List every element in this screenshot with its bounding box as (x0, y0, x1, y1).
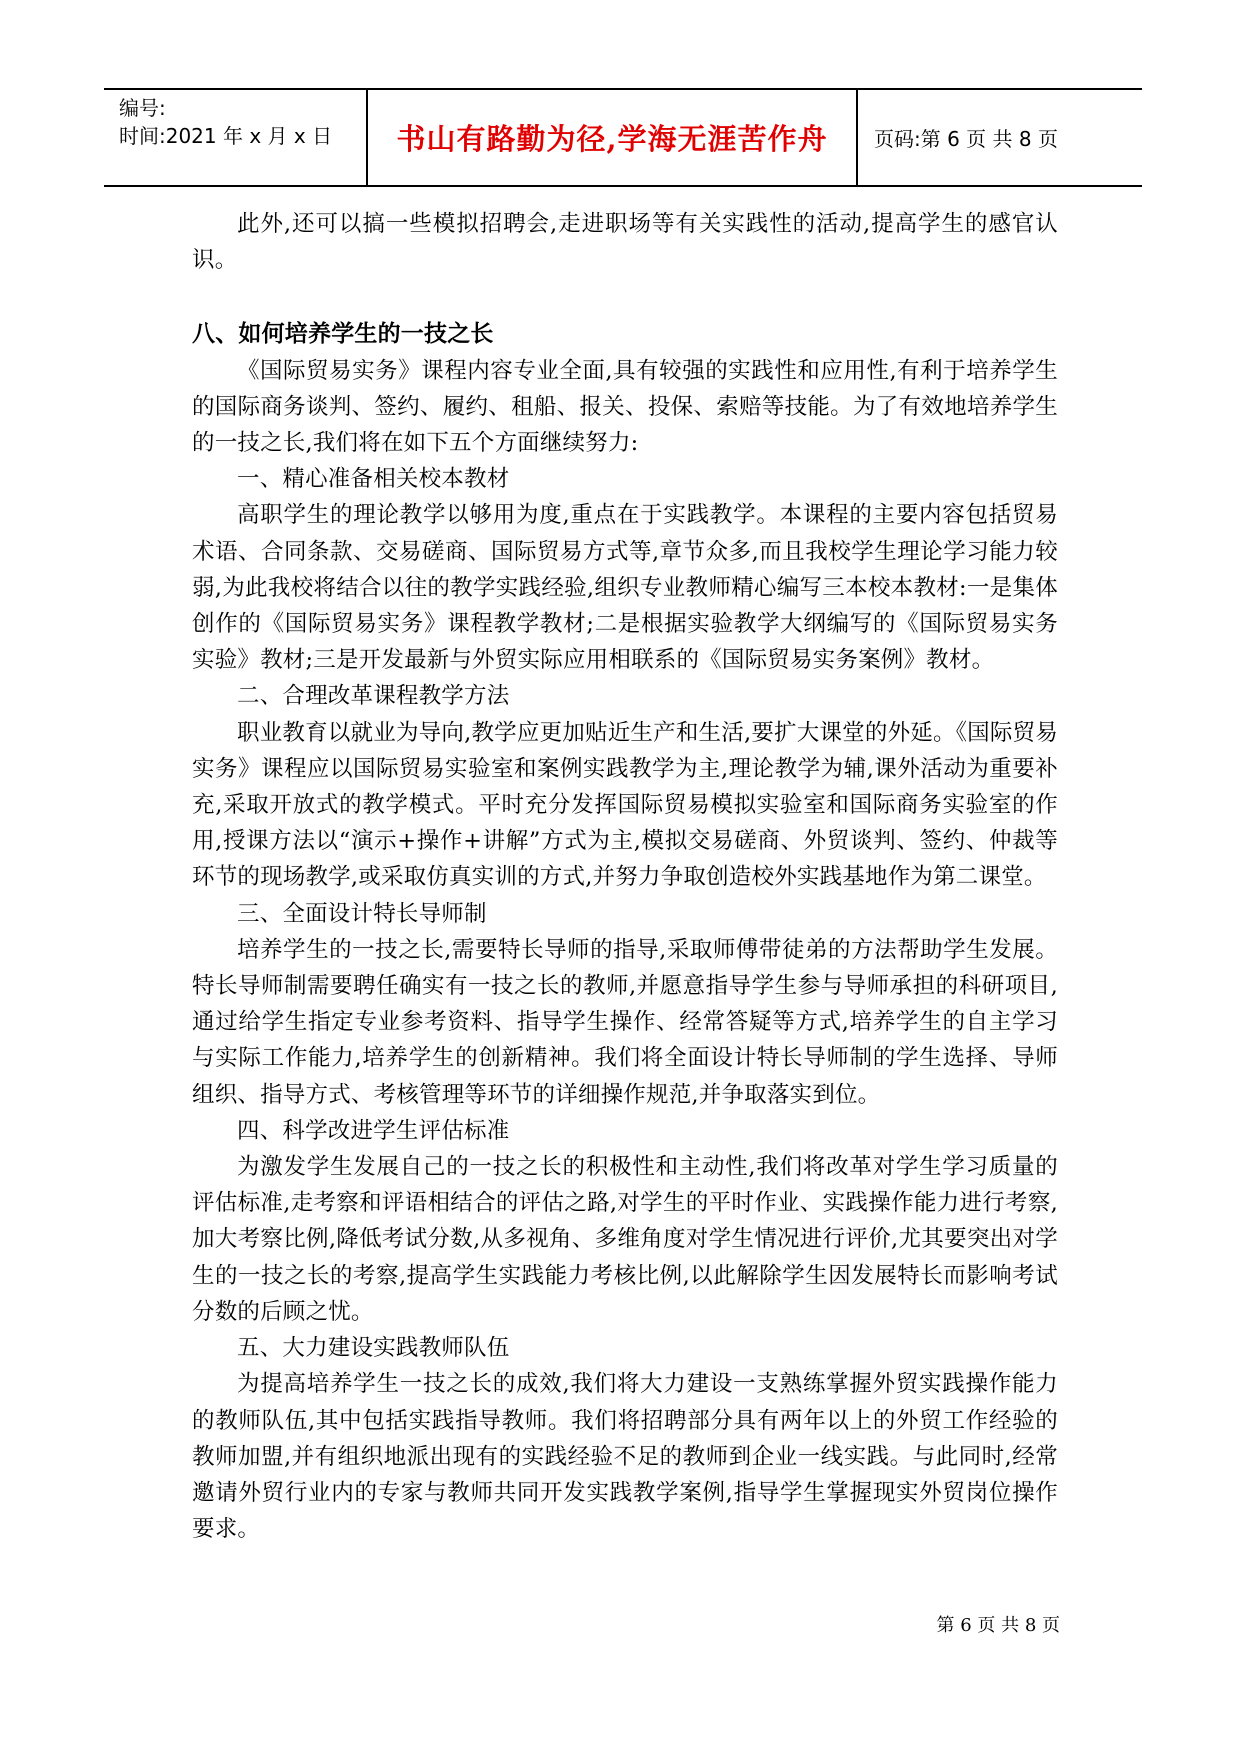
paragraph: 培养学生的一技之长,需要特长导师的指导,采取师傅带徒弟的方法帮助学生发展。特长导师制需要聘任确实有一技之长的教师,并愿意指导学生参与导师承担的科研项目,通过给学生指定专业参考资料、指导学生操作、经常答疑等方式,培养学生的自主学习与实际工作能力,培养学生的创新精神。我们将全面设计特长导师制的学生选择、导师组织、指导方式、考核管理等环节的详细操作规范,并争取落实到位。 (192, 936, 1058, 1108)
document-body (192, 206, 1058, 1547)
paragraph: 职业教育以就业为导向,教学应更加贴近生产和生活,要扩大课堂的外延。《国际贸易实务》课程应以国际贸易实验室和案例实践教学为主,理论教学为辅,课外活动为重要补充,采取开放式的教学模式。平时充分发挥国际贸易模拟实验室和国际商务实验室的作用,授课方法以“演示+操作+讲解”方式为主,模拟交易磋商、外贸谈判、签约、仲裁等环节的现场教学,或采取仿真实训的方式,并努力争取创造校外实践基地作为第二课堂。 (192, 719, 1058, 891)
header-page-label: 页码:第 6 页 共 8 页 (874, 127, 1058, 151)
subsection-heading: 一、精心准备相关校本教材 (237, 466, 510, 493)
page-footer: 第 6 页 共 8 页 (936, 1615, 1060, 1636)
paragraph: 《国际贸易实务》课程内容专业全面,具有较强的实践性和应用性,有利于培养学生的国际商务谈判、签约、履约、租船、报关、投保、索赔等技能。为了有效地培养学生的一技之长,我们将在如下五个方面继续努力: (192, 357, 1058, 457)
section-heading: 八、如何培养学生的一技之长 (192, 321, 494, 348)
header-motto: 书山有路勤为径,学海无涯苦作舟 (368, 90, 858, 185)
subsection-heading: 三、全面设计特长导师制 (237, 900, 487, 927)
paragraph: 为激发学生发展自己的一技之长的积极性和主动性,我们将改革对学生学习质量的评估标准,走考察和评语相结合的评估之路,对学生的平时作业、实践操作能力进行考察,加大考察比例,降低考试分数,从多视角、多维角度对学生情况进行评价,尤其要突出对学生的一技之长的考察,提高学生实践能力考核比例,以此解除学生因发展特长而影响考试分数的后顾之忧。 (192, 1154, 1058, 1325)
time-label: 时间:2021 年 x 月 x 日 (119, 124, 333, 148)
paragraph: 高职学生的理论教学以够用为度,重点在于实践教学。本课程的主要内容包括贸易术语、合同条款、交易磋商、国际贸易方式等,章节众多,而且我校学生理论学习能力较弱,为此我校将结合以往的教学实践经验,组织专业教师精心编写三本校本教材:一是集体创作的《国际贸易实务》课程教学教材;二是根据实验教学大纲编写的《国际贸易实务实验》教材;三是开发最新与外贸实际应用相联系的《国际贸易实务案例》教材。 (192, 502, 1058, 674)
subsection-heading: 四、科学改进学生评估标准 (237, 1117, 510, 1144)
paragraph: 此外,还可以搞一些模拟招聘会,走进职场等有关实践性的活动,提高学生的感官认识。 (192, 211, 1058, 274)
paragraph: 为提高培养学生一技之长的成效,我们将大力建设一支熟练掌握外贸实践操作能力的教师队伍,其中包括实践指导教师。我们将招聘部分具有两年以上的外贸工作经验的教师加盟,并有组织地派出现有的实践经验不足的教师到企业一线实践。与此同时,经常邀请外贸行业内的专家与教师共同开发实践教学案例,指导学生掌握现实外贸岗位操作要求。 (192, 1371, 1058, 1543)
page-header (104, 88, 1142, 187)
subsection-heading: 五、大力建设实践教师队伍 (237, 1335, 510, 1362)
header-meta (104, 90, 368, 185)
number-label: 编号: (119, 96, 166, 120)
subsection-heading: 二、合理改革课程教学方法 (237, 683, 510, 710)
